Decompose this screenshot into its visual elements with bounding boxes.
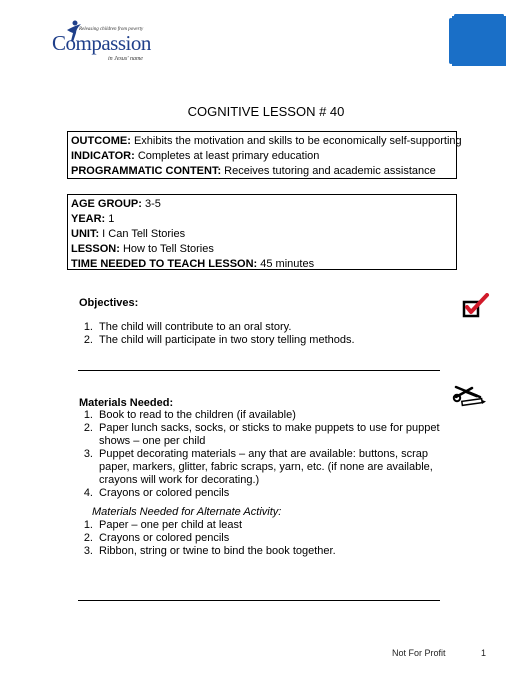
time-needed-label: TIME NEEDED TO TEACH LESSON: — [71, 258, 258, 270]
time-needed-value: 45 minutes — [257, 258, 315, 270]
logo-subline: in Jesus' name — [108, 56, 143, 62]
unit-row — [71, 227, 453, 242]
alternate-material-number: 2. — [83, 532, 93, 544]
lesson-row — [71, 242, 453, 257]
page-title: COGNITIVE LESSON # 40 — [187, 104, 345, 119]
age-group-value: 3-5 — [141, 198, 161, 210]
outcome-label: OUTCOME: — [71, 135, 131, 147]
outcome-box — [67, 131, 462, 179]
section-divider — [78, 370, 440, 371]
footer-text: Not For Profit — [392, 648, 446, 658]
alternate-material-number: 1. — [83, 519, 93, 531]
material-number: 3. — [83, 448, 93, 460]
indicator-row — [71, 149, 453, 164]
compassion-logo — [52, 24, 172, 74]
checkbox-check-icon — [462, 293, 490, 319]
objectives-heading: Objectives: — [79, 297, 139, 309]
material-text: Paper lunch sacks, socks, or sticks to make puppets to use for puppet — [99, 422, 440, 434]
logo-tagline: Releasing children from poverty — [79, 27, 144, 32]
objective-number: 1. — [83, 321, 93, 333]
objective-text: The child will participate in two story telling methods. — [99, 334, 355, 346]
logo-name: Compassion — [52, 31, 151, 55]
year-value: 1 — [105, 213, 115, 225]
year-row — [71, 212, 453, 227]
unit-value: I Can Tell Stories — [99, 228, 186, 240]
alternate-material-text: Crayons or colored pencils — [99, 532, 230, 544]
material-text-continued: crayons will work for decorating.) — [99, 474, 260, 486]
section-divider — [78, 600, 440, 601]
alternate-material-number: 3. — [83, 545, 93, 557]
outcome-value: Exhibits the motivation and skills to be economically self-supporting — [130, 135, 462, 147]
material-text-continued: shows – one per child — [99, 435, 206, 447]
scissors-crayons-icon — [452, 383, 486, 409]
alternate-material-text: Ribbon, string or twine to bind the book together. — [99, 545, 336, 557]
material-text: Crayons or colored pencils — [99, 487, 230, 499]
age-group-row — [71, 197, 453, 212]
material-text: Puppet decorating materials – any that are available: buttons, scrap — [99, 448, 428, 460]
page-number: 1 — [481, 648, 487, 658]
time-needed-row — [71, 257, 453, 272]
lesson-info-box — [67, 194, 457, 270]
programmatic-content-label: PROGRAMMATIC CONTENT: — [71, 165, 222, 177]
lesson-label: LESSON: — [71, 243, 120, 255]
outcome-row — [71, 134, 462, 149]
year-label: YEAR: — [71, 213, 106, 225]
indicator-value: Completes at least primary education — [134, 150, 320, 162]
age-group-label: AGE GROUP: — [71, 198, 142, 210]
materials-heading: Materials Needed: — [79, 397, 174, 409]
unit-label: UNIT: — [71, 228, 100, 240]
objective-number: 2. — [83, 334, 93, 346]
material-text: Book to read to the children (if available) — [99, 409, 296, 421]
material-number: 1. — [83, 409, 93, 421]
blue-corner-block — [452, 16, 506, 66]
programmatic-content-row — [71, 164, 453, 179]
indicator-label: INDICATOR: — [71, 150, 135, 162]
material-text-continued: paper, markers, glitter, fabric scraps, yarn, etc. (if none are available, — [99, 461, 433, 473]
alternate-material-text: Paper – one per child at least — [99, 519, 243, 531]
alternate-materials-heading: Materials Needed for Alternate Activity: — [92, 506, 282, 518]
objective-text: The child will contribute to an oral story. — [99, 321, 292, 333]
lesson-value: How to Tell Stories — [119, 243, 214, 255]
programmatic-content-value: Receives tutoring and academic assistance — [221, 165, 436, 177]
material-number: 4. — [83, 487, 93, 499]
material-number: 2. — [83, 422, 93, 434]
